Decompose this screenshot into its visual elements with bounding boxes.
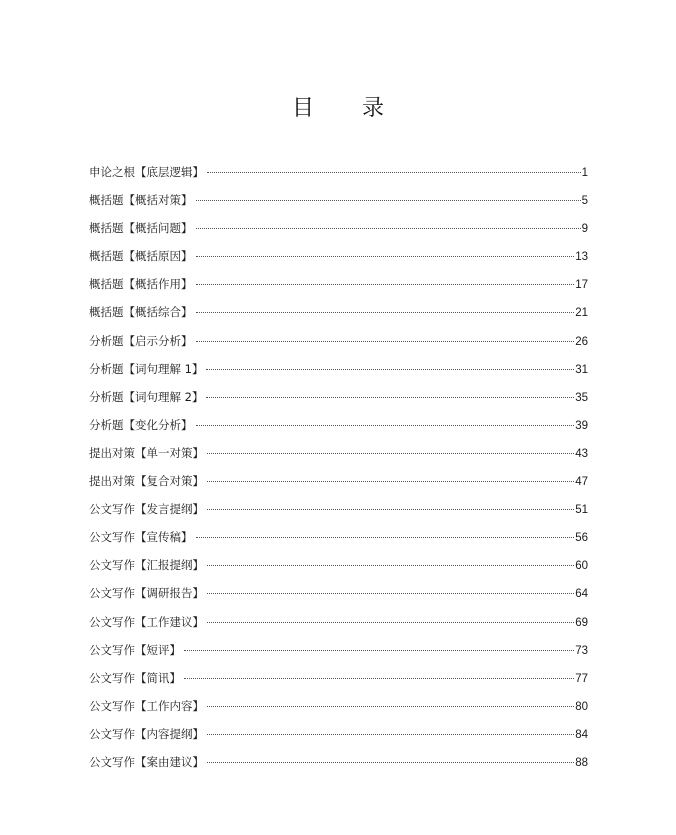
toc-entry-page: 69 (575, 616, 588, 629)
toc-entry-label: 分析题【启示分析】 (89, 333, 193, 348)
toc-entry-page: 84 (575, 728, 588, 741)
toc-entry-label: 公文写作【内容提纲】 (89, 726, 204, 741)
toc-title-char-2: 录 (362, 96, 385, 121)
toc-entry-page: 51 (575, 504, 588, 517)
toc-entry[interactable] (89, 641, 588, 669)
dot-leader (207, 481, 574, 482)
toc-entry[interactable] (89, 669, 588, 697)
toc-entry-page: 64 (575, 588, 588, 601)
dot-leader (184, 678, 574, 679)
toc-entry[interactable] (89, 388, 588, 416)
toc-entry[interactable] (89, 360, 588, 388)
dot-leader (196, 341, 575, 342)
toc-entry[interactable] (89, 584, 588, 612)
toc-entry-page: 43 (575, 447, 588, 460)
toc-entry[interactable] (89, 528, 588, 556)
dot-leader (207, 453, 574, 454)
toc-entry-page: 13 (575, 251, 588, 264)
dot-leader (196, 284, 575, 285)
dot-leader (184, 650, 574, 651)
toc-entry-page: 26 (575, 335, 588, 348)
toc-entry-label: 公文写作【案由建议】 (89, 754, 204, 769)
toc-entry-label: 提出对策【单一对策】 (89, 445, 204, 460)
toc-entry[interactable] (89, 725, 588, 753)
toc-entry[interactable] (89, 472, 588, 500)
toc-entry[interactable] (89, 500, 588, 528)
toc-entry-label: 公文写作【调研报告】 (89, 586, 204, 601)
toc-entry[interactable] (89, 303, 588, 331)
toc-entry-label: 概括题【概括问题】 (89, 221, 193, 236)
dot-leader (196, 256, 575, 257)
toc-entry-label: 公文写作【简讯】 (89, 670, 181, 685)
toc-entry-page: 5 (581, 195, 588, 208)
toc-entry[interactable] (89, 191, 588, 219)
toc-entry-label: 申论之根【底层逻辑】 (89, 165, 204, 179)
toc-entry[interactable] (89, 697, 588, 725)
dot-leader (207, 565, 574, 566)
toc-entry-page: 73 (575, 644, 588, 657)
toc-entry[interactable] (89, 247, 588, 275)
dot-leader (207, 509, 574, 510)
toc-entry-label: 公文写作【工作内容】 (89, 698, 204, 713)
dot-leader (196, 537, 575, 538)
dot-leader (207, 762, 574, 763)
toc-entry-label: 公文写作【汇报提纲】 (89, 558, 204, 573)
dot-leader (207, 172, 581, 173)
toc-entry-page: 47 (575, 476, 588, 489)
toc-entry-label: 公文写作【发言提纲】 (89, 502, 204, 517)
toc-entry-label: 概括题【概括原因】 (89, 249, 193, 264)
toc-entry[interactable] (89, 332, 588, 360)
toc-entry-label: 公文写作【工作建议】 (89, 614, 204, 629)
toc-entry[interactable] (89, 275, 588, 303)
toc-entry[interactable] (89, 556, 588, 584)
dot-leader (207, 593, 574, 594)
toc-title-char-1: 目 (291, 96, 314, 121)
toc-entry[interactable] (89, 444, 588, 472)
dot-leader (206, 397, 574, 398)
toc-entry[interactable] (89, 163, 588, 191)
toc-entry-page: 88 (575, 756, 588, 769)
dot-leader (207, 734, 574, 735)
toc-entry-label: 分析题【词句理解 1】 (89, 361, 204, 376)
toc-entry[interactable] (89, 219, 588, 247)
toc-entry-page: 56 (575, 532, 588, 545)
toc-entry-label: 分析题【词句理解 2】 (89, 389, 204, 404)
toc-entry-page: 80 (575, 700, 588, 713)
toc-entry-page: 1 (581, 167, 588, 179)
toc-entry-page: 17 (575, 279, 588, 292)
table-of-contents (89, 163, 588, 781)
toc-entry-label: 公文写作【短评】 (89, 642, 181, 657)
dot-leader (196, 200, 581, 201)
toc-entry-label: 提出对策【复合对策】 (89, 474, 204, 489)
toc-entry-label: 概括题【概括综合】 (89, 305, 193, 320)
toc-entry-page: 77 (575, 672, 588, 685)
dot-leader (206, 369, 574, 370)
toc-entry-page: 35 (575, 391, 588, 404)
toc-entry-label: 概括题【概括作用】 (89, 277, 193, 292)
toc-entry-page: 31 (575, 363, 588, 376)
toc-entry[interactable] (89, 753, 588, 781)
dot-leader (196, 312, 575, 313)
dot-leader (196, 228, 581, 229)
dot-leader (207, 622, 574, 623)
toc-entry[interactable] (89, 416, 588, 444)
toc-entry-page: 60 (575, 560, 588, 573)
toc-entry-page: 21 (575, 307, 588, 320)
toc-entry-label: 公文写作【宣传稿】 (89, 530, 193, 545)
toc-entry-page: 39 (575, 419, 588, 432)
dot-leader (196, 425, 575, 426)
toc-entry[interactable] (89, 613, 588, 641)
toc-entry-label: 概括题【概括对策】 (89, 193, 193, 208)
toc-entry-page: 9 (581, 223, 588, 236)
toc-entry-label: 分析题【变化分析】 (89, 417, 193, 432)
toc-title (0, 94, 676, 124)
dot-leader (207, 706, 574, 707)
